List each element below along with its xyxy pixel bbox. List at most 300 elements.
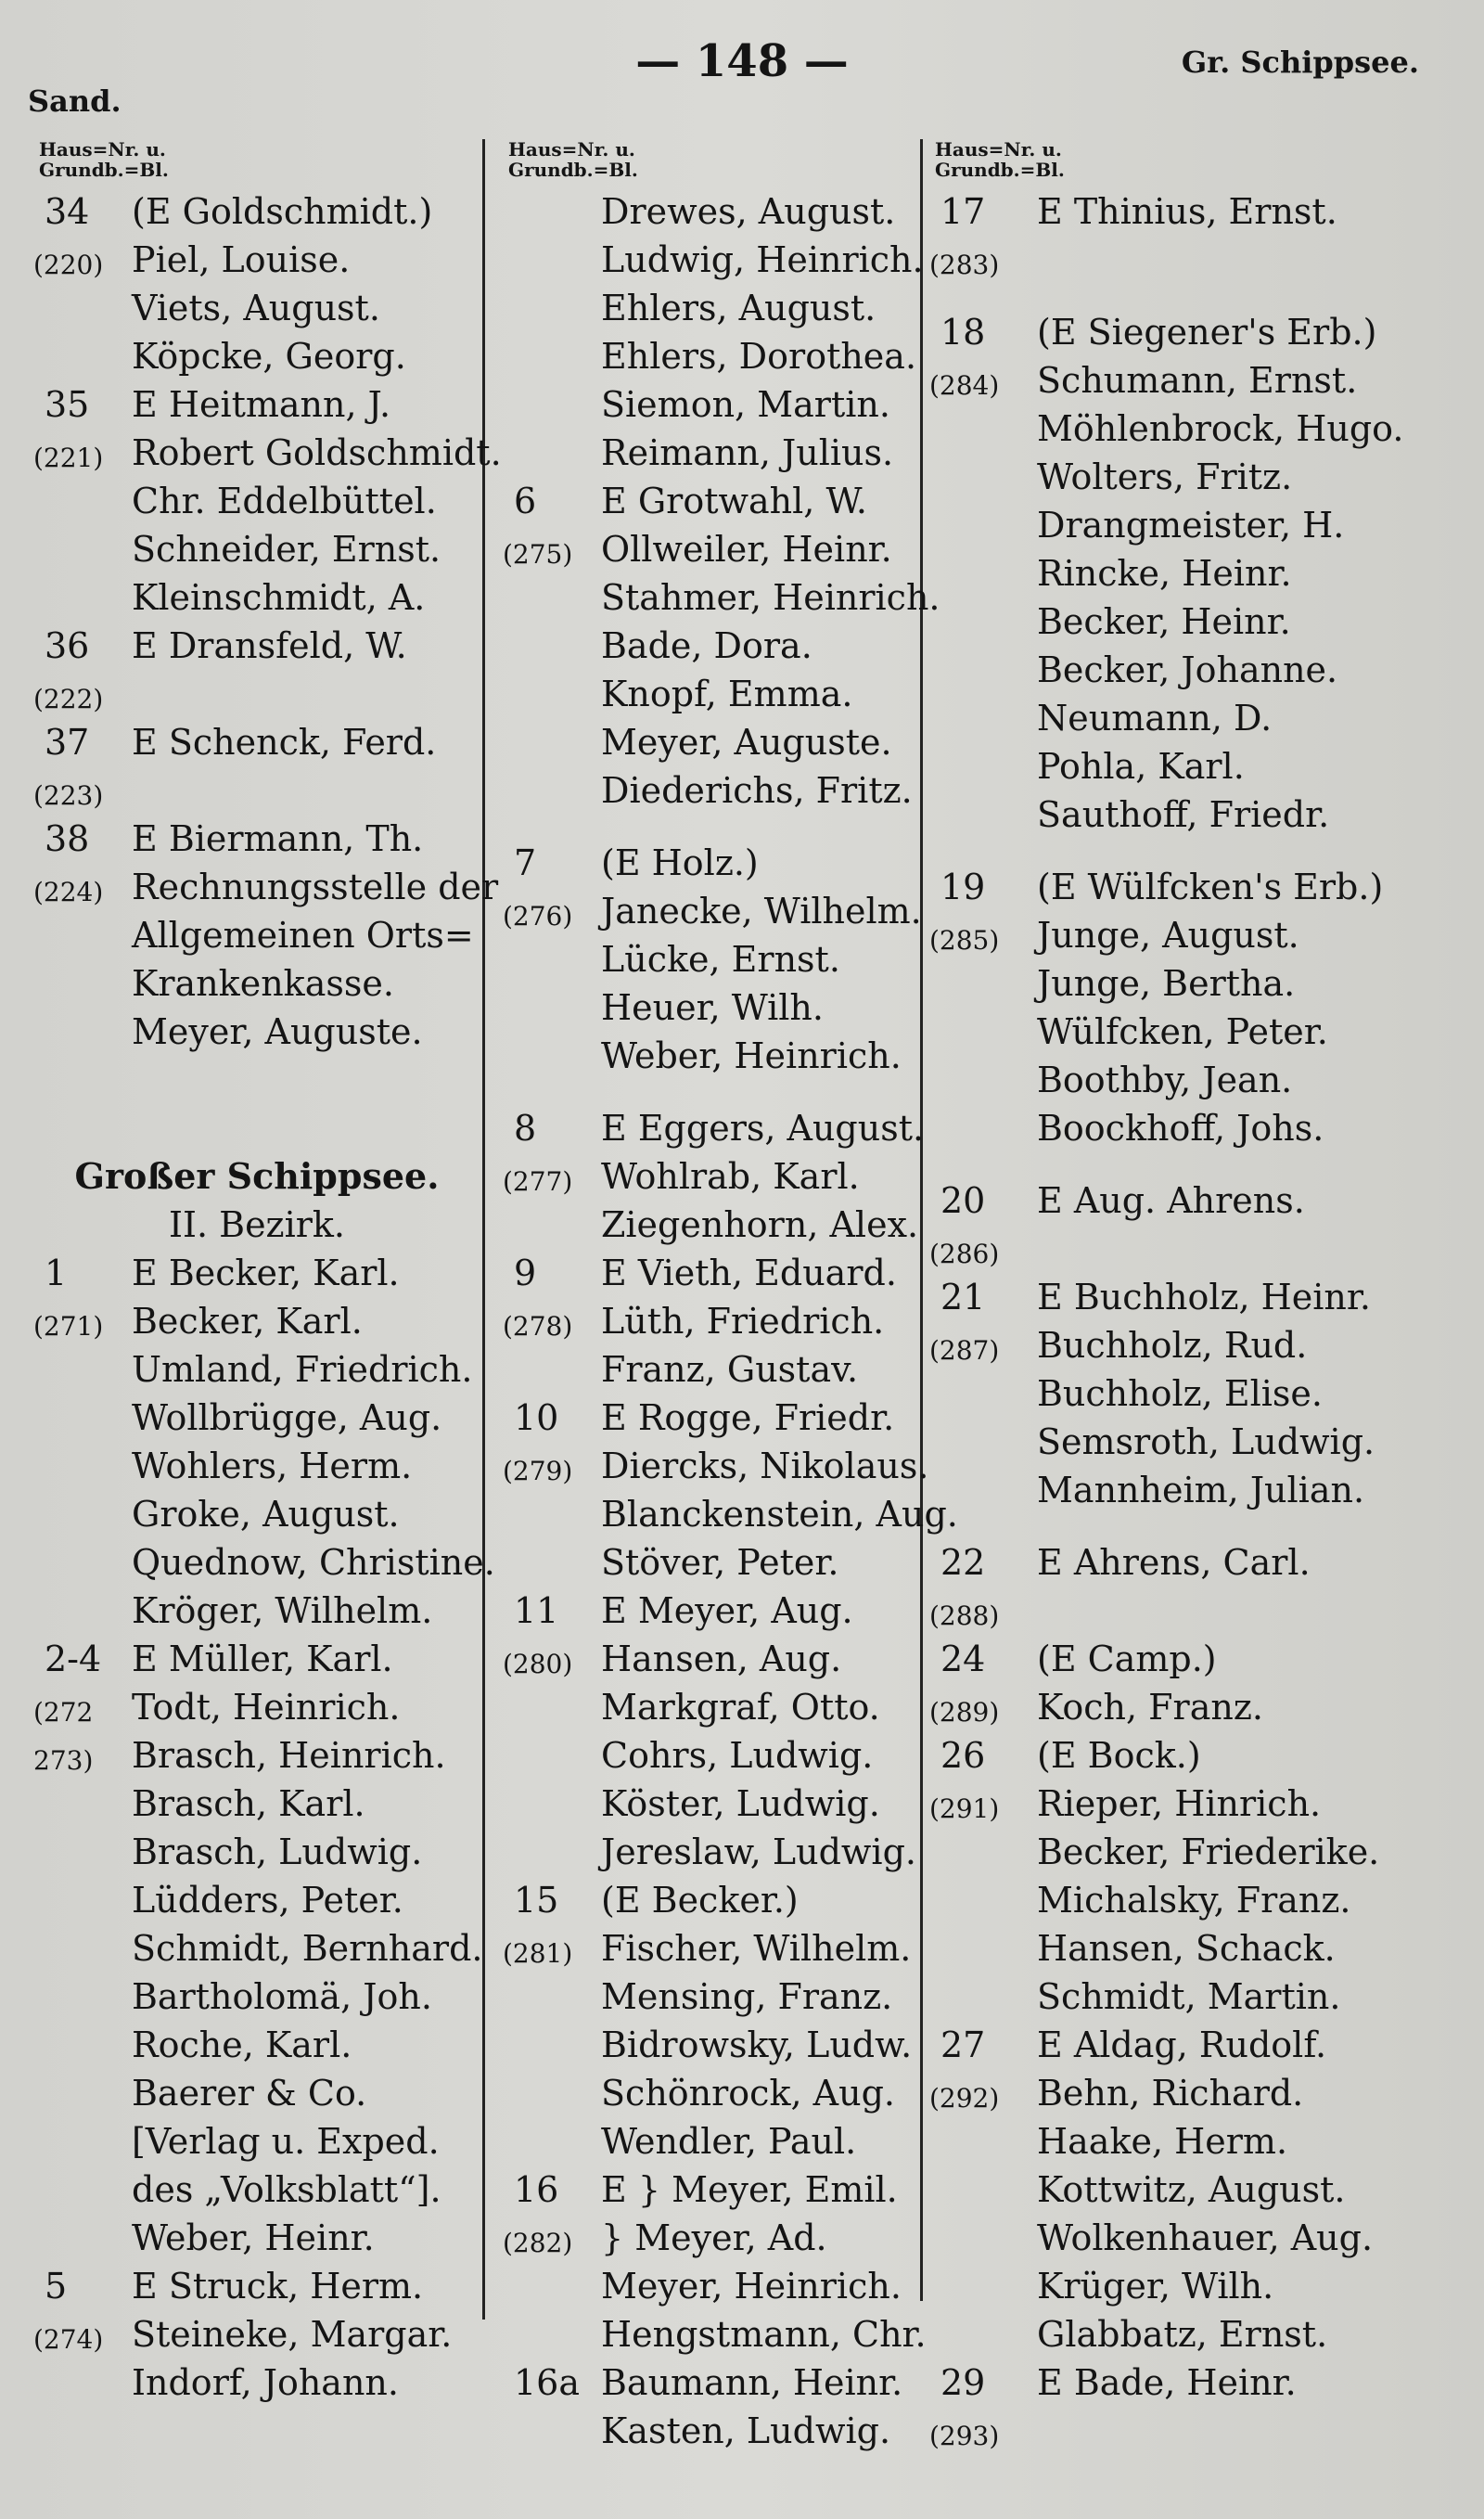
land-register-number: (292) xyxy=(929,2083,1000,2114)
directory-entry xyxy=(935,405,1454,453)
house-number: 9 xyxy=(514,1253,537,1293)
column-2 xyxy=(503,138,958,2455)
directory-entry xyxy=(935,1104,1454,1152)
directory-entry xyxy=(929,2069,1454,2117)
house-number: 1 xyxy=(45,1253,68,1293)
resident-name: Buchholz, Rud. xyxy=(1037,1325,1308,1366)
house-number: 36 xyxy=(45,625,90,666)
column-header-line: Grundb.=Bl. xyxy=(935,159,1065,181)
directory-entry xyxy=(935,2358,1454,2407)
resident-name: Koch, Franz. xyxy=(1037,1687,1263,1728)
resident-name: [Verlag u. Exped. xyxy=(132,2121,440,2162)
directory-entry xyxy=(935,1273,1454,1321)
directory-entry xyxy=(39,2166,475,2214)
directory-entry xyxy=(503,1152,916,1201)
house-number: 16a xyxy=(514,2362,581,2403)
section-heading: Großer Schippsee. xyxy=(74,1155,440,1197)
directory-entry xyxy=(39,477,475,525)
resident-name: E Becker, Karl. xyxy=(132,1253,400,1293)
resident-name: (E Camp.) xyxy=(1037,1639,1217,1679)
directory-entry xyxy=(508,1683,916,1731)
directory-entry xyxy=(508,380,916,429)
directory-entry xyxy=(508,670,916,718)
resident-name: E Bade, Heinr. xyxy=(1037,2362,1297,2403)
district-heading: II. Bezirk. xyxy=(168,1204,346,1245)
directory-entry xyxy=(935,1538,1454,1587)
directory-entry xyxy=(935,2166,1454,2214)
house-number: 37 xyxy=(45,722,90,763)
spacer xyxy=(935,839,1454,863)
column-header-line: Grundb.=Bl. xyxy=(39,159,169,181)
directory-entry xyxy=(39,1924,483,1973)
land-register-number: (275) xyxy=(503,539,573,570)
land-register-number: (272 xyxy=(33,1697,94,1728)
land-register-number: (274) xyxy=(33,2324,104,2355)
directory-entry xyxy=(935,2021,1454,2069)
directory-entry xyxy=(935,1466,1454,1514)
resident-name: des „Volksblatt“]. xyxy=(132,2169,441,2210)
house-number: 17 xyxy=(940,191,986,232)
resident-name: (E Wülfcken's Erb.) xyxy=(1037,867,1384,907)
resident-name: Lüth, Friedrich. xyxy=(601,1301,885,1342)
directory-entry xyxy=(508,2262,916,2310)
house-number: 20 xyxy=(940,1180,986,1221)
directory-entry xyxy=(508,1973,916,2021)
directory-entry xyxy=(508,1249,916,1297)
resident-name: Weber, Heinrich. xyxy=(601,1035,902,1076)
resident-name: Köster, Ludwig. xyxy=(601,1783,880,1824)
directory-entry xyxy=(39,1394,475,1442)
resident-name: E Müller, Karl. xyxy=(132,1639,393,1679)
resident-name: Neumann, D. xyxy=(1037,698,1273,739)
directory-entry xyxy=(929,911,1454,959)
resident-name: Glabbatz, Ernst. xyxy=(1037,2314,1328,2355)
land-register-number: (223) xyxy=(33,780,104,811)
house-number: 35 xyxy=(45,384,90,425)
directory-entry xyxy=(929,356,1454,405)
directory-entry xyxy=(935,1176,1454,1225)
column-header xyxy=(935,139,1454,187)
resident-name: E Thinius, Ernst. xyxy=(1037,191,1337,232)
resident-name: Becker, Heinr. xyxy=(1037,601,1291,642)
resident-name: Mensing, Franz. xyxy=(601,1976,893,2017)
resident-name: Meyer, Auguste. xyxy=(601,722,892,763)
directory-entry xyxy=(508,1032,916,1080)
land-register-number: (283) xyxy=(929,250,1000,280)
resident-name: E Buchholz, Heinr. xyxy=(1037,1277,1371,1317)
resident-name: Hengstmann, Chr. xyxy=(601,2314,927,2355)
directory-entry xyxy=(508,1538,916,1587)
directory-entry xyxy=(935,646,1454,694)
column-header-line: Haus=Nr. u. xyxy=(508,138,635,161)
house-number: 5 xyxy=(45,2266,68,2307)
resident-name: Kasten, Ludwig. xyxy=(601,2410,891,2451)
resident-name: Buchholz, Elise. xyxy=(1037,1373,1323,1414)
directory-entry xyxy=(39,187,475,236)
directory-entry xyxy=(935,1056,1454,1104)
directory-entry xyxy=(39,1490,475,1538)
house-number: 19 xyxy=(940,867,986,907)
resident-name: E Struck, Herm. xyxy=(132,2266,424,2307)
resident-name: Meyer, Heinrich. xyxy=(601,2266,902,2307)
directory-entry xyxy=(508,1394,916,1442)
directory-entry xyxy=(508,622,916,670)
directory-entry xyxy=(39,1345,475,1394)
resident-name: Ehlers, Dorothea. xyxy=(601,336,917,377)
resident-name: Haake, Herm. xyxy=(1037,2121,1288,2162)
resident-name: Heuer, Wilh. xyxy=(601,987,824,1028)
directory-entry xyxy=(33,1731,475,1780)
resident-name: Quednow, Christine. xyxy=(132,1542,495,1583)
resident-name: Groke, August. xyxy=(132,1494,400,1535)
resident-name: Allgemeinen Orts= xyxy=(132,915,474,956)
resident-name: E } Meyer, Emil. xyxy=(601,2169,898,2210)
resident-name: Markgraf, Otto. xyxy=(601,1687,880,1728)
resident-name: E Grotwahl, W. xyxy=(601,481,867,521)
directory-entry xyxy=(935,1635,1454,1683)
resident-name: Brasch, Ludwig. xyxy=(132,1831,423,1872)
resident-name: Schumann, Ernst. xyxy=(1037,360,1358,401)
resident-name: Michalsky, Franz. xyxy=(1037,1880,1351,1921)
land-register-number: (285) xyxy=(929,925,1000,956)
directory-entry xyxy=(508,332,916,380)
directory-entry xyxy=(39,1635,475,1683)
directory-entry xyxy=(39,284,475,332)
directory-entry xyxy=(33,670,475,718)
directory-entry xyxy=(508,2358,916,2407)
resident-name: Wohlrab, Karl. xyxy=(601,1156,860,1197)
resident-name: Kleinschmidt, A. xyxy=(132,577,426,618)
directory-entry xyxy=(935,790,1454,839)
directory-entry xyxy=(935,308,1454,356)
resident-name: (E Goldschmidt.) xyxy=(132,191,433,232)
directory-entry xyxy=(929,1587,1454,1635)
resident-name: Boothby, Jean. xyxy=(1037,1060,1293,1100)
column-rule-2 xyxy=(920,139,923,2301)
house-number: 8 xyxy=(514,1108,537,1149)
house-number: 24 xyxy=(940,1639,986,1679)
resident-name: E Eggers, August. xyxy=(601,1108,925,1149)
resident-name: Diercks, Nikolaus. xyxy=(601,1446,929,1486)
column-header-line: Grundb.=Bl. xyxy=(508,159,638,181)
directory-entry xyxy=(39,573,475,622)
directory-entry xyxy=(935,1973,1454,2021)
resident-name: Weber, Heinr. xyxy=(132,2217,375,2258)
resident-name: E Meyer, Aug. xyxy=(601,1590,853,1631)
directory-entry xyxy=(508,766,916,815)
resident-name: Baerer & Co. xyxy=(132,2073,367,2114)
directory-entry xyxy=(39,2117,475,2166)
directory-entry xyxy=(33,1683,475,1731)
resident-name: (E Holz.) xyxy=(601,842,759,883)
resident-name: (E Siegener's Erb.) xyxy=(1037,312,1377,353)
directory-entry xyxy=(33,2310,475,2358)
resident-name: Fischer, Wilhelm. xyxy=(601,1928,912,1969)
resident-name: Kottwitz, August. xyxy=(1037,2169,1346,2210)
resident-name: Boockhoff, Johs. xyxy=(1037,1108,1324,1149)
spacer xyxy=(935,1152,1454,1176)
directory-entry xyxy=(39,1780,475,1828)
column-header-line: Haus=Nr. u. xyxy=(935,138,1062,161)
resident-name: Wohlers, Herm. xyxy=(132,1446,413,1486)
directory-entry xyxy=(33,766,475,815)
directory-entry xyxy=(39,2358,475,2407)
land-register-number: (281) xyxy=(503,1938,573,1969)
directory-entry xyxy=(508,1201,919,1249)
directory-entry xyxy=(935,1924,1454,1973)
resident-name: Knopf, Emma. xyxy=(601,674,853,714)
directory-entry xyxy=(508,187,916,236)
resident-name: Chr. Eddelbüttel. xyxy=(132,481,437,521)
directory-entry xyxy=(39,2021,475,2069)
resident-name: Rechnungsstelle der xyxy=(132,867,499,907)
house-number: 22 xyxy=(940,1542,986,1583)
header-left-street: Sand. xyxy=(28,84,122,119)
directory-entry xyxy=(508,2021,916,2069)
land-register-number: (280) xyxy=(503,1649,573,1679)
directory-entry xyxy=(508,983,916,1032)
directory-entry xyxy=(503,525,916,573)
directory-entry xyxy=(503,1635,916,1683)
resident-name: (E Bock.) xyxy=(1037,1735,1201,1776)
land-register-number: (276) xyxy=(503,901,573,932)
resident-name: Ollweiler, Heinr. xyxy=(601,529,892,570)
directory-entry xyxy=(929,236,1454,284)
resident-name: } Meyer, Ad. xyxy=(601,2217,827,2258)
resident-name: Bade, Dora. xyxy=(601,625,812,666)
spacer xyxy=(508,815,916,839)
directory-entry xyxy=(935,2310,1454,2358)
resident-name: Semsroth, Ludwig. xyxy=(1037,1421,1375,1462)
resident-name: Sauthoff, Friedr. xyxy=(1037,794,1330,835)
directory-entry xyxy=(39,1876,475,1924)
directory-entry xyxy=(39,959,475,1008)
land-register-number: (284) xyxy=(929,370,1000,401)
column-3 xyxy=(929,138,1454,2455)
resident-name: Junge, Bertha. xyxy=(1037,963,1296,1004)
resident-name: Piel, Louise. xyxy=(132,239,351,280)
resident-name: Lücke, Ernst. xyxy=(601,939,840,980)
house-number: 11 xyxy=(514,1590,559,1631)
spacer xyxy=(935,1514,1454,1538)
directory-entry xyxy=(39,1442,475,1490)
directory-entry xyxy=(935,863,1454,911)
house-number: 18 xyxy=(940,312,986,353)
directory-entry xyxy=(935,1876,1454,1924)
resident-name: Baumann, Heinr. xyxy=(601,2362,903,2403)
resident-name: Kröger, Wilhelm. xyxy=(132,1590,433,1631)
directory-entry xyxy=(39,1249,475,1297)
resident-name: Franz, Gustav. xyxy=(601,1349,859,1390)
resident-name: E Vieth, Eduard. xyxy=(601,1253,897,1293)
resident-name: Cohrs, Ludwig. xyxy=(601,1735,874,1776)
resident-name: Schönrock, Aug. xyxy=(601,2073,895,2114)
resident-name: Becker, Johanne. xyxy=(1037,649,1338,690)
resident-name: (E Becker.) xyxy=(601,1880,799,1921)
resident-name: E Rogge, Friedr. xyxy=(601,1397,895,1438)
house-number: 27 xyxy=(940,2024,986,2065)
directory-entry xyxy=(935,2214,1454,2262)
spacer xyxy=(508,1080,916,1104)
directory-entry xyxy=(508,477,916,525)
resident-name: Rincke, Heinr. xyxy=(1037,553,1292,594)
header-right-street: Gr. Schippsee. xyxy=(1181,45,1419,80)
house-number: 21 xyxy=(940,1277,986,1317)
directory-entry xyxy=(935,598,1454,646)
resident-name: Krüger, Wilh. xyxy=(1037,2266,1274,2307)
resident-name: Behn, Richard. xyxy=(1037,2073,1304,2114)
house-number: 15 xyxy=(514,1880,559,1921)
land-register-number: (288) xyxy=(929,1600,1000,1631)
resident-name: Drewes, August. xyxy=(601,191,896,232)
column-header-line: Haus=Nr. u. xyxy=(39,138,166,161)
column-header xyxy=(508,139,916,187)
resident-name: Pohla, Karl. xyxy=(1037,746,1245,787)
directory-entry xyxy=(39,622,475,670)
directory-entry xyxy=(935,2262,1454,2310)
resident-name: Hansen, Aug. xyxy=(601,1639,842,1679)
spacer xyxy=(39,1104,475,1152)
resident-name: Wolters, Fritz. xyxy=(1037,456,1293,497)
resident-name: Wollbrügge, Aug. xyxy=(132,1397,442,1438)
resident-name: Schmidt, Bernhard. xyxy=(132,1928,483,1969)
directory-entry xyxy=(935,453,1454,501)
directory-entry xyxy=(33,863,499,911)
directory-entry xyxy=(935,2117,1454,2166)
resident-name: Rieper, Hinrich. xyxy=(1037,1783,1322,1824)
directory-entry xyxy=(39,815,475,863)
directory-entry xyxy=(39,1538,495,1587)
land-register-number: (282) xyxy=(503,2228,573,2258)
land-register-number: (222) xyxy=(33,684,104,714)
directory-entry xyxy=(508,1731,916,1780)
directory-entry xyxy=(39,718,475,766)
land-register-number: (277) xyxy=(503,1166,573,1197)
resident-name: Ehlers, August. xyxy=(601,288,876,328)
resident-name: Bartholomä, Joh. xyxy=(132,1976,432,2017)
column-1 xyxy=(33,138,502,2407)
land-register-number: (220) xyxy=(33,250,104,280)
house-number: 10 xyxy=(514,1397,559,1438)
land-register-number: (278) xyxy=(503,1311,573,1342)
land-register-number: (289) xyxy=(929,1697,1000,1728)
resident-name: Becker, Karl. xyxy=(132,1301,363,1342)
resident-name: Lüdders, Peter. xyxy=(132,1880,403,1921)
directory-entry xyxy=(935,959,1454,1008)
resident-name: Reimann, Julius. xyxy=(601,432,894,473)
directory-entry xyxy=(508,2166,916,2214)
resident-name: Schmidt, Martin. xyxy=(1037,1976,1341,2017)
resident-name: Möhlenbrock, Hugo. xyxy=(1037,408,1404,449)
resident-name: Meyer, Auguste. xyxy=(132,1011,423,1052)
resident-name: Roche, Karl. xyxy=(132,2024,352,2065)
directory-entry xyxy=(508,1345,916,1394)
resident-name: E Dransfeld, W. xyxy=(132,625,407,666)
directory-entry xyxy=(39,332,475,380)
directory-entry xyxy=(39,1008,475,1056)
directory-entry xyxy=(508,1828,916,1876)
land-register-number: (271) xyxy=(33,1311,104,1342)
resident-name: E Ahrens, Carl. xyxy=(1037,1542,1311,1583)
directory-entry xyxy=(935,1731,1454,1780)
land-register-number: (221) xyxy=(33,443,104,473)
directory-entry xyxy=(935,1008,1454,1056)
resident-name: Wülfcken, Peter. xyxy=(1037,1011,1328,1052)
directory-entry xyxy=(508,935,916,983)
house-number: 2-4 xyxy=(45,1639,102,1679)
directory-entry xyxy=(39,1587,475,1635)
resident-name: Schneider, Ernst. xyxy=(132,529,441,570)
directory-entry xyxy=(935,549,1454,598)
resident-name: Todt, Heinrich. xyxy=(132,1687,401,1728)
resident-name: Drangmeister, H. xyxy=(1037,505,1345,546)
directory-entry xyxy=(508,718,916,766)
directory-entry xyxy=(33,236,475,284)
resident-name: Diederichs, Fritz. xyxy=(601,770,913,811)
house-number: 26 xyxy=(940,1735,986,1776)
resident-name: Robert Goldschmidt. xyxy=(132,432,502,473)
resident-name: Jereslaw, Ludwig. xyxy=(601,1831,916,1872)
directory-entry xyxy=(503,2214,916,2262)
directory-entry xyxy=(929,1683,1454,1731)
directory-entry xyxy=(508,236,924,284)
directory-entry xyxy=(929,1321,1454,1369)
directory-entry xyxy=(39,2262,475,2310)
resident-name: Viets, August. xyxy=(132,288,380,328)
resident-name: Köpcke, Georg. xyxy=(132,336,406,377)
page-number: — 148 — xyxy=(635,35,849,87)
resident-name: Stahmer, Heinrich. xyxy=(601,577,940,618)
directory-entry xyxy=(508,2407,916,2455)
directory-entry xyxy=(39,911,475,959)
directory-entry xyxy=(508,1587,916,1635)
resident-name: Mannheim, Julian. xyxy=(1037,1470,1365,1510)
house-number: 34 xyxy=(45,191,90,232)
house-number: 7 xyxy=(514,842,537,883)
land-register-number: (293) xyxy=(929,2421,1000,2451)
resident-name: E Aug. Ahrens. xyxy=(1037,1180,1305,1221)
land-register-number: (224) xyxy=(33,877,104,907)
directory-entry xyxy=(508,839,916,887)
resident-name: Brasch, Heinrich. xyxy=(132,1735,446,1776)
resident-name: Blanckenstein, Aug. xyxy=(601,1494,958,1535)
land-register-number: 273) xyxy=(33,1745,94,1776)
resident-name: E Schenck, Ferd. xyxy=(132,722,437,763)
directory-entry xyxy=(929,2407,1454,2455)
directory-entry xyxy=(508,1490,958,1538)
spacer xyxy=(39,1056,475,1104)
resident-name: Indorf, Johann. xyxy=(132,2362,399,2403)
resident-name: Bidrowsky, Ludw. xyxy=(601,2024,913,2065)
house-number: 6 xyxy=(514,481,537,521)
resident-name: Umland, Friedrich. xyxy=(132,1349,473,1390)
resident-name: Stöver, Peter. xyxy=(601,1542,839,1583)
resident-name: Krankenkasse. xyxy=(132,963,394,1004)
column-header xyxy=(39,139,475,187)
directory-entry xyxy=(935,187,1454,236)
resident-name: Janecke, Wilhelm. xyxy=(601,891,922,932)
resident-name: Wolkenhauer, Aug. xyxy=(1037,2217,1374,2258)
directory-entry xyxy=(508,429,916,477)
directory-entry xyxy=(503,1442,929,1490)
directory-entry xyxy=(508,1876,916,1924)
spacer xyxy=(935,284,1454,308)
resident-name: Steineke, Margar. xyxy=(132,2314,453,2355)
resident-name: Brasch, Karl. xyxy=(132,1783,365,1824)
directory-entry xyxy=(508,573,940,622)
directory-entry xyxy=(935,1828,1454,1876)
directory-entry xyxy=(508,1780,916,1828)
